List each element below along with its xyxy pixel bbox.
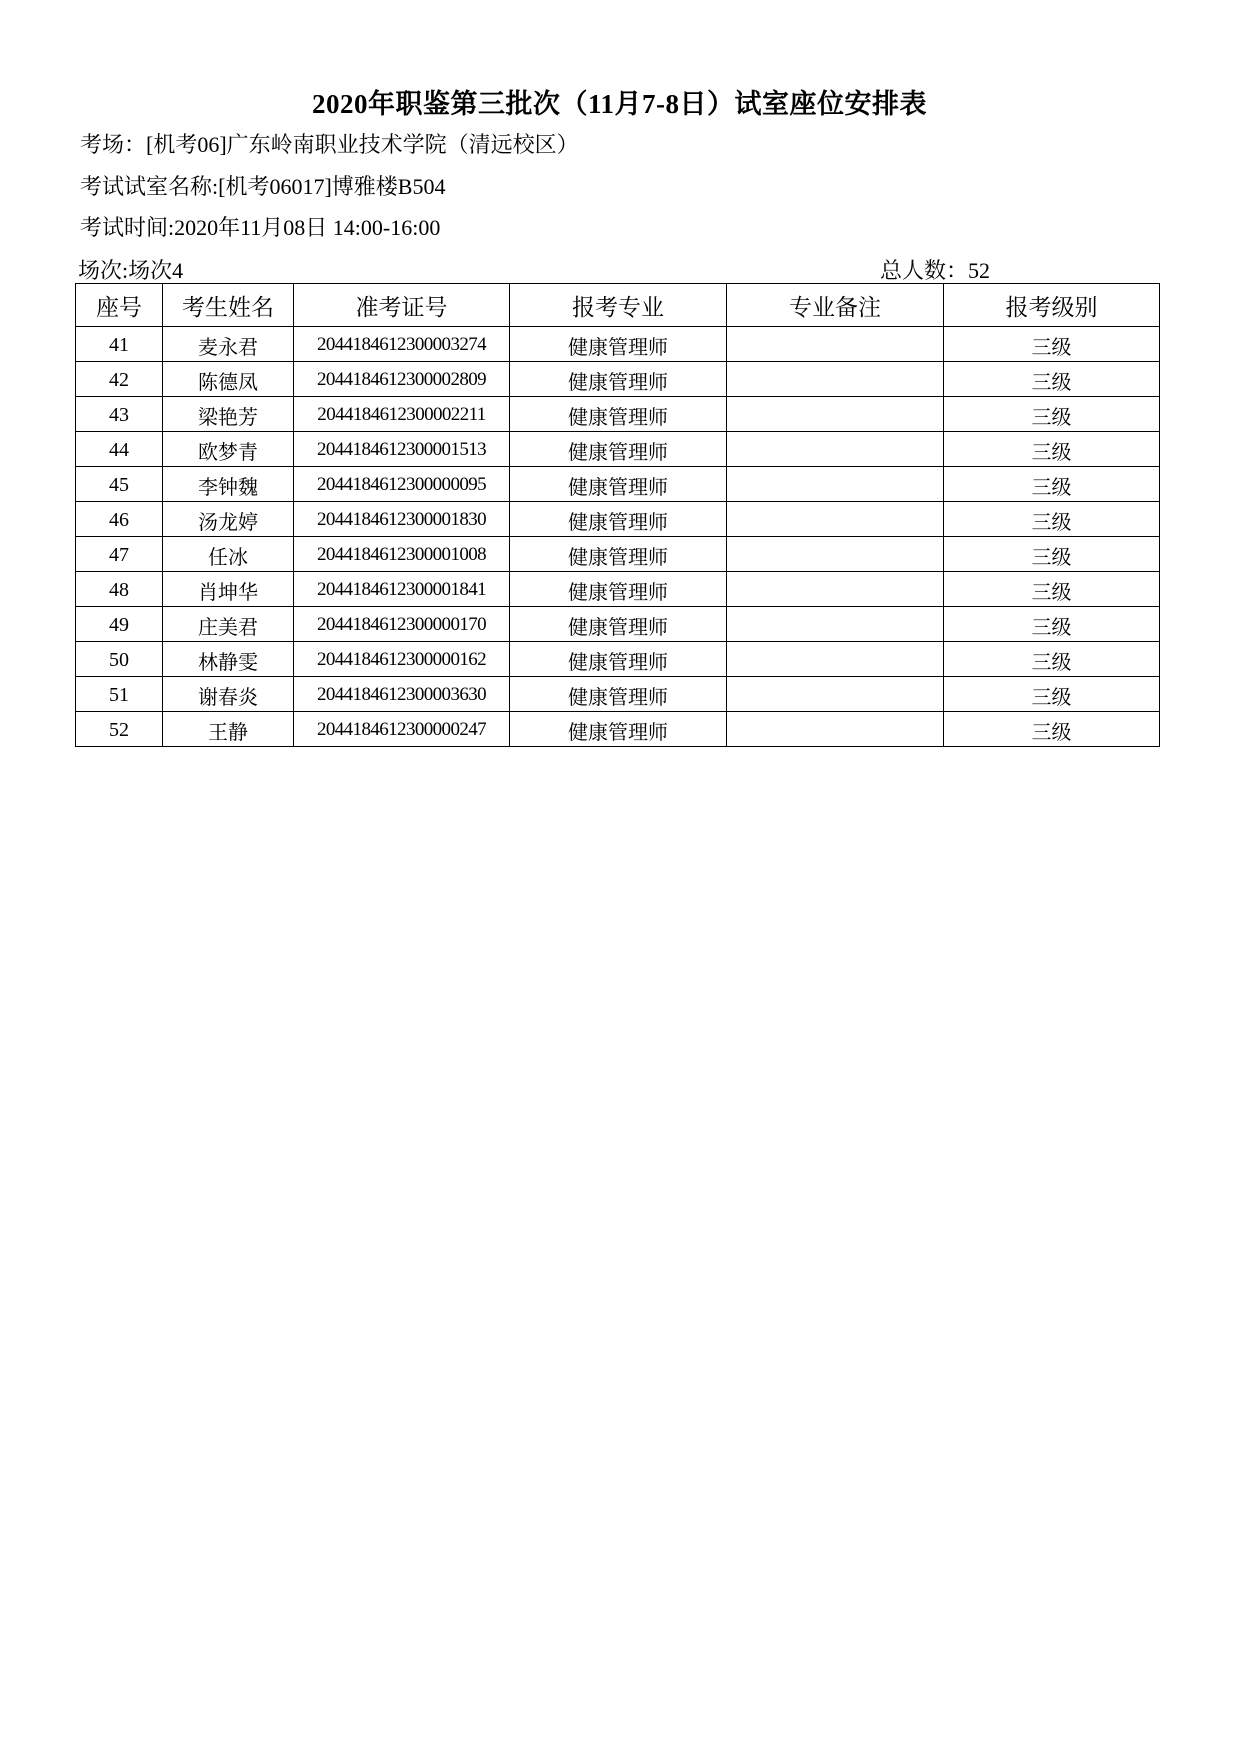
candidate-name-cell: 梁艳芳	[163, 397, 294, 432]
major-remark-cell	[727, 607, 944, 642]
header-seat: 座号	[76, 284, 163, 327]
major-remark-cell	[727, 327, 944, 362]
ticket-number-cell: 2044184612300000170	[294, 607, 510, 642]
ticket-number-cell: 2044184612300001841	[294, 572, 510, 607]
candidate-name-cell: 汤龙婷	[163, 502, 294, 537]
major-cell: 健康管理师	[510, 712, 727, 747]
candidate-name-cell: 肖坤华	[163, 572, 294, 607]
major-remark-cell	[727, 712, 944, 747]
seat-number-cell: 47	[76, 537, 163, 572]
header-remark: 专业备注	[727, 284, 944, 327]
level-cell: 三级	[944, 642, 1160, 677]
seat-number-cell: 41	[76, 327, 163, 362]
exam-session: 场次:场次4	[78, 258, 184, 283]
major-cell: 健康管理师	[510, 467, 727, 502]
major-cell: 健康管理师	[510, 607, 727, 642]
level-cell: 三级	[944, 572, 1160, 607]
table-row	[76, 467, 1160, 502]
major-cell: 健康管理师	[510, 572, 727, 607]
table-row	[76, 537, 1160, 572]
table-row	[76, 502, 1160, 537]
major-remark-cell	[727, 572, 944, 607]
candidate-name-cell: 李钟魏	[163, 467, 294, 502]
table-row	[76, 397, 1160, 432]
page-title: 2020年职鉴第三批次（11月7-8日）试室座位安排表	[311, 89, 927, 119]
level-cell: 三级	[944, 712, 1160, 747]
ticket-number-cell: 2044184612300003274	[294, 327, 510, 362]
candidate-name-cell: 麦永君	[163, 327, 294, 362]
table-row	[76, 642, 1160, 677]
exam-room: 考试试室名称:[机考06017]博雅楼B504	[80, 174, 446, 199]
major-remark-cell	[727, 432, 944, 467]
ticket-number-cell: 2044184612300002211	[294, 397, 510, 432]
candidate-name-cell: 王静	[163, 712, 294, 747]
major-remark-cell	[727, 362, 944, 397]
major-cell: 健康管理师	[510, 362, 727, 397]
level-cell: 三级	[944, 397, 1160, 432]
major-cell: 健康管理师	[510, 432, 727, 467]
level-cell: 三级	[944, 327, 1160, 362]
exam-time: 考试时间:2020年11月08日 14:00-16:00	[80, 215, 441, 240]
header-name: 考生姓名	[163, 284, 294, 327]
level-cell: 三级	[944, 502, 1160, 537]
seat-number-cell: 46	[76, 502, 163, 537]
table-row	[76, 572, 1160, 607]
major-remark-cell	[727, 502, 944, 537]
seat-number-cell: 43	[76, 397, 163, 432]
table-row	[76, 607, 1160, 642]
major-cell: 健康管理师	[510, 537, 727, 572]
major-remark-cell	[727, 677, 944, 712]
level-cell: 三级	[944, 362, 1160, 397]
candidate-name-cell: 陈德凤	[163, 362, 294, 397]
major-cell: 健康管理师	[510, 502, 727, 537]
major-cell: 健康管理师	[510, 397, 727, 432]
ticket-number-cell: 2044184612300001830	[294, 502, 510, 537]
seat-number-cell: 51	[76, 677, 163, 712]
table-row	[76, 362, 1160, 397]
level-cell: 三级	[944, 432, 1160, 467]
ticket-number-cell: 2044184612300000162	[294, 642, 510, 677]
seat-number-cell: 44	[76, 432, 163, 467]
level-cell: 三级	[944, 537, 1160, 572]
level-cell: 三级	[944, 677, 1160, 712]
table-body	[76, 327, 1160, 747]
major-cell: 健康管理师	[510, 677, 727, 712]
table-row	[76, 432, 1160, 467]
table-row	[76, 677, 1160, 712]
table-row	[76, 327, 1160, 362]
major-cell: 健康管理师	[510, 642, 727, 677]
level-cell: 三级	[944, 607, 1160, 642]
seat-number-cell: 45	[76, 467, 163, 502]
seat-number-cell: 50	[76, 642, 163, 677]
seat-number-cell: 48	[76, 572, 163, 607]
ticket-number-cell: 2044184612300001008	[294, 537, 510, 572]
ticket-number-cell: 2044184612300001513	[294, 432, 510, 467]
candidate-name-cell: 谢春炎	[163, 677, 294, 712]
ticket-number-cell: 2044184612300002809	[294, 362, 510, 397]
ticket-number-cell: 2044184612300003630	[294, 677, 510, 712]
ticket-number-cell: 2044184612300000247	[294, 712, 510, 747]
major-remark-cell	[727, 467, 944, 502]
major-remark-cell	[727, 537, 944, 572]
exam-venue: 考场：[机考06]广东岭南职业技术学院（清远校区）	[80, 132, 579, 157]
candidate-name-cell: 欧梦青	[163, 432, 294, 467]
ticket-number-cell: 2044184612300000095	[294, 467, 510, 502]
header-ticket: 准考证号	[294, 284, 510, 327]
candidate-name-cell: 庄美君	[163, 607, 294, 642]
candidate-name-cell: 任冰	[163, 537, 294, 572]
table-row	[76, 712, 1160, 747]
candidate-name-cell: 林静雯	[163, 642, 294, 677]
seat-number-cell: 42	[76, 362, 163, 397]
level-cell: 三级	[944, 467, 1160, 502]
major-remark-cell	[727, 397, 944, 432]
seating-table	[75, 283, 1160, 747]
major-remark-cell	[727, 642, 944, 677]
table-header-row	[76, 284, 1160, 327]
total-count: 总人数：52	[880, 258, 991, 283]
major-cell: 健康管理师	[510, 327, 727, 362]
seat-number-cell: 52	[76, 712, 163, 747]
header-level: 报考级别	[944, 284, 1160, 327]
seat-number-cell: 49	[76, 607, 163, 642]
header-major: 报考专业	[510, 284, 727, 327]
